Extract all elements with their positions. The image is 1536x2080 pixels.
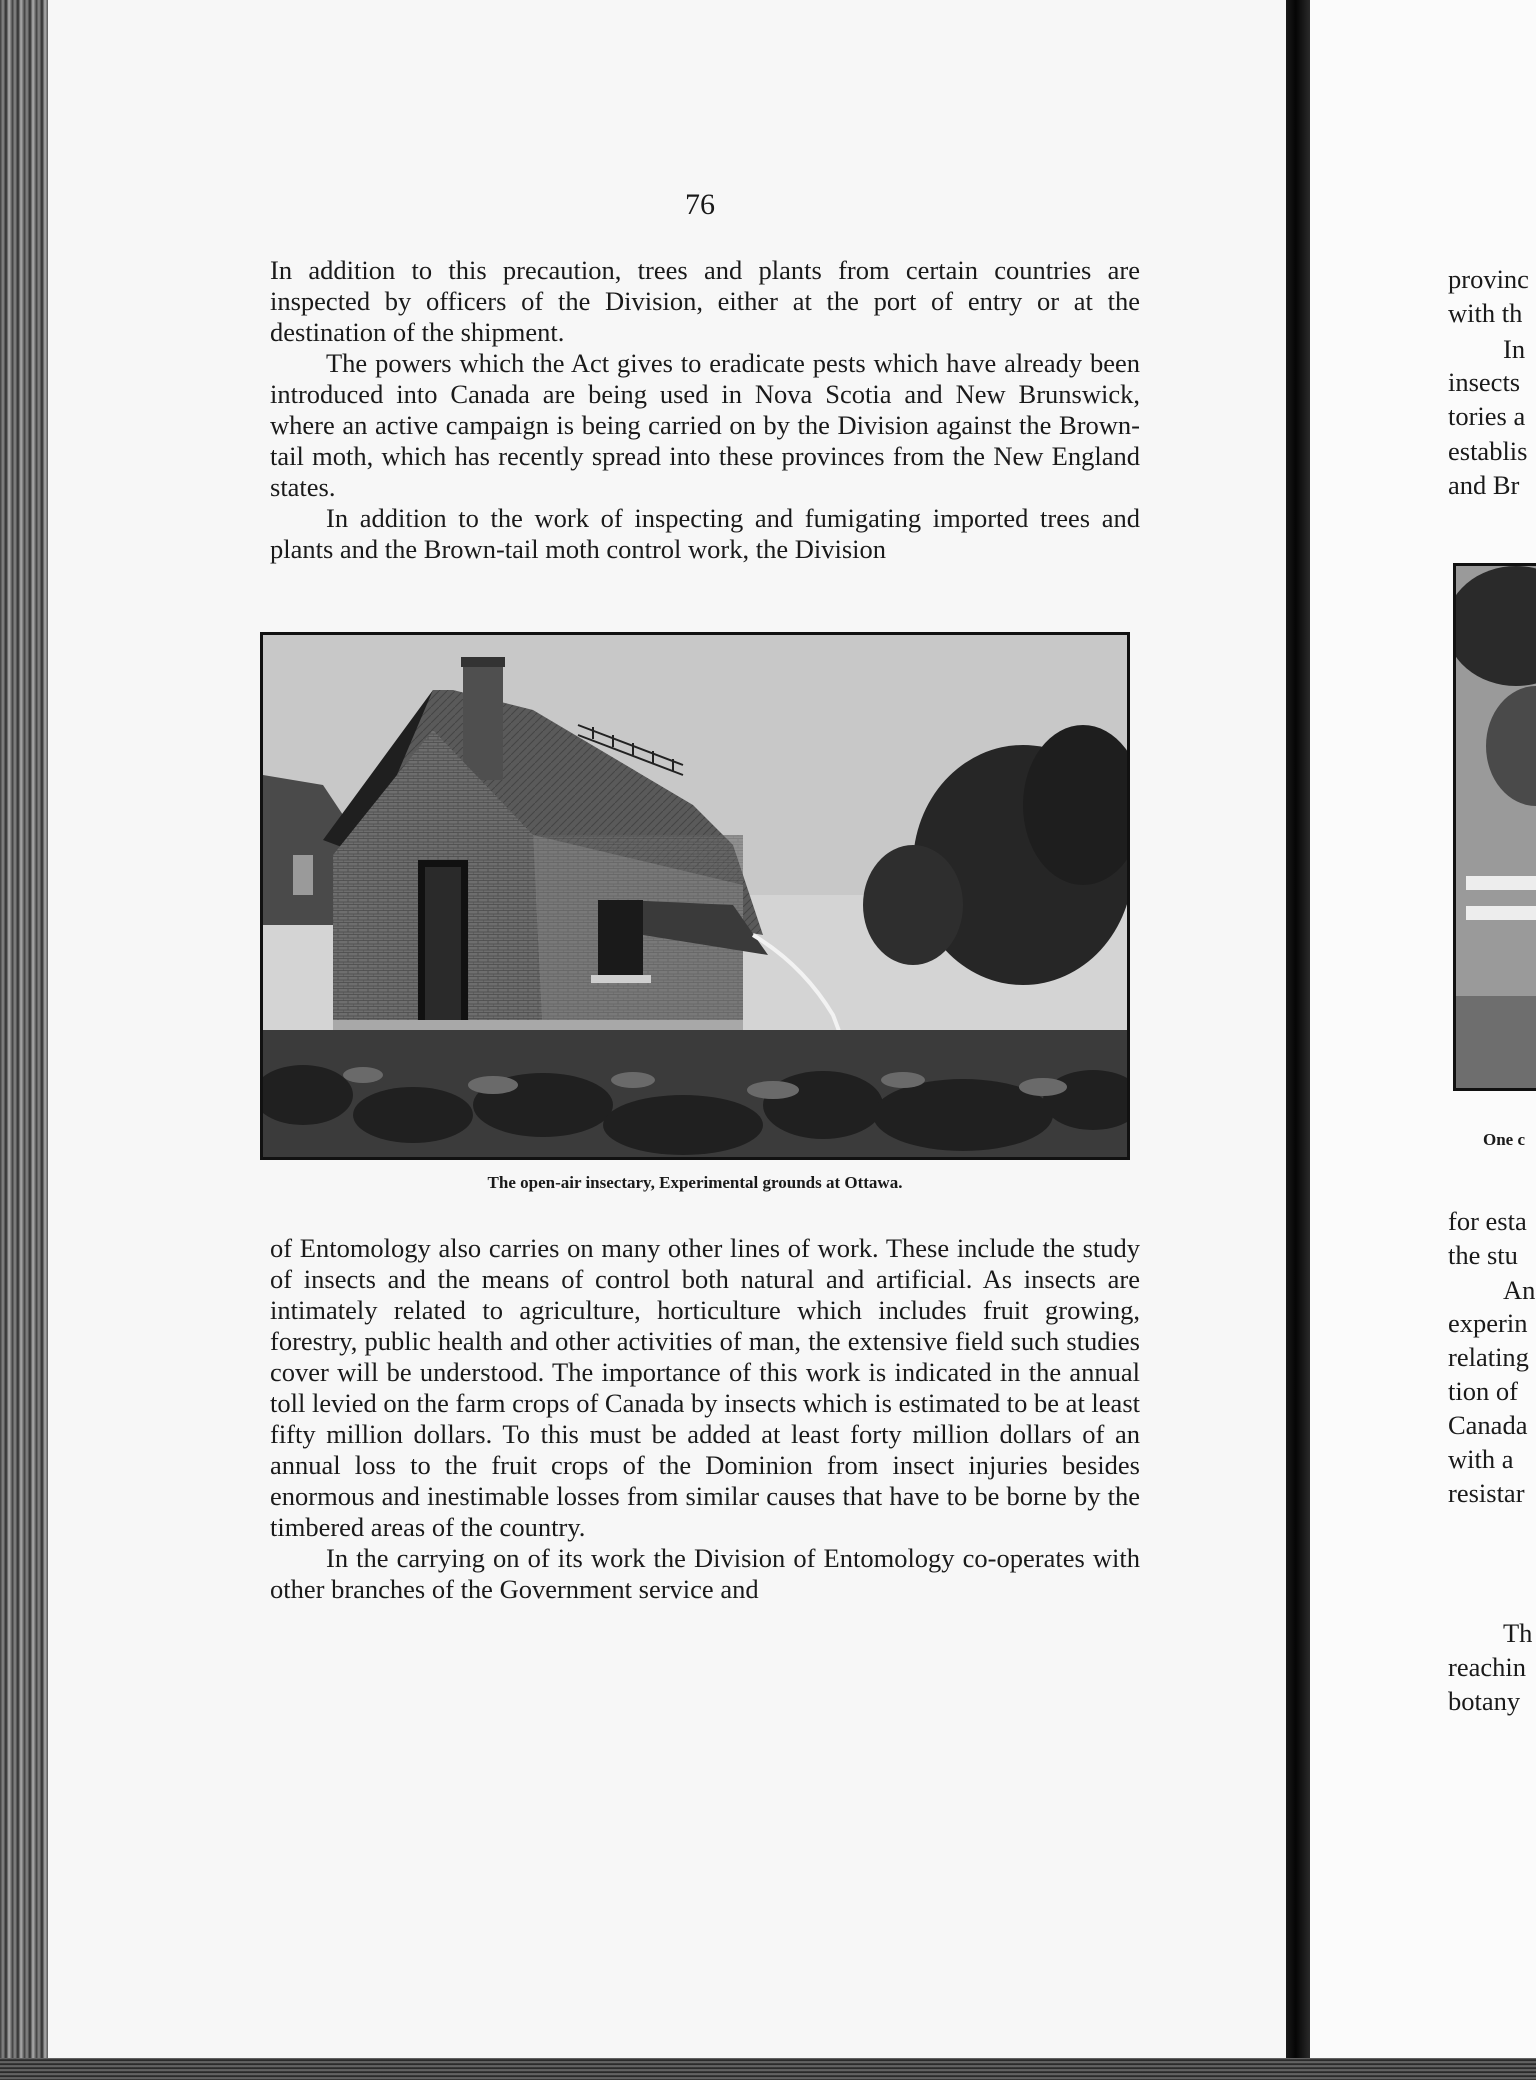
paragraph: of Entomology also carries on many other lines of work. These include the study of insects and the means of control both natural and artificial. As insects are intimately related to agriculture, horticulture which includes fruit growing, forestry, public health and other activities of man, the extensive field such studies cover will be understood. The importance of this work is indicated in the annual toll levied on the farm crops of Canada by insects which is estimated to be at least fifty million dollars. To this must be added at least forty million dollars of an annual loss to the fruit crops of the Dominion from insect injuries besides enormous and inestimable losses from similar causes that have to be borne by the timbered areas of the country. — [270, 1233, 1140, 1542]
right-page-line: tion of — [1448, 1376, 1518, 1406]
page-bottom-edge — [0, 2058, 1536, 2080]
right-page — [1310, 0, 1536, 2060]
right-page-line: with a — [1448, 1444, 1514, 1474]
bottom-text — [270, 1233, 1140, 1605]
right-page-line: reachin — [1448, 1652, 1526, 1682]
right-page-line: insects — [1448, 367, 1521, 397]
right-page-line: botany — [1448, 1686, 1521, 1716]
right-page-photo-drawing — [1456, 566, 1536, 1088]
right-page-line: experin — [1448, 1308, 1528, 1338]
right-page-caption: One c — [1483, 1130, 1526, 1149]
right-page-line: Canada — [1448, 1410, 1528, 1440]
right-page-line: establis — [1448, 436, 1528, 466]
right-page-line: An — [1503, 1275, 1536, 1305]
top-text — [270, 255, 1140, 565]
figure-caption: The open-air insectary, Experimental grounds at Ottawa. — [487, 1173, 903, 1192]
page-number: 76 — [685, 188, 715, 221]
right-page-line: provinc — [1448, 264, 1529, 294]
book-gutter — [1286, 0, 1310, 2080]
paragraph: The powers which the Act gives to eradicate pests which have already been introduced into Canada are being used in Nova Scotia and New Brunswick, where an active campaign is being carried on by the Division against the Brown-tail moth, which has recently spread into these provinces from the New England states. — [270, 348, 1140, 502]
right-page-line: resistar — [1448, 1478, 1525, 1508]
right-page-line: and Br — [1448, 470, 1520, 500]
insectary-photo-drawing — [263, 635, 1127, 1157]
book-spine-edge — [0, 0, 48, 2080]
right-page-line: for esta — [1448, 1206, 1527, 1236]
paragraph: In addition to this precaution, trees and plants from certain countries are inspected by officers of the Division, either at the port of entry or at the destination of the shipment. — [270, 255, 1140, 347]
paragraph: In the carrying on of its work the Division of Entomology co-operates with other branches of the Government service and — [270, 1543, 1140, 1604]
paragraph: In addition to the work of inspecting and fumigating imported trees and plants and the Brown-tail moth control work, the Division — [270, 503, 1140, 564]
right-page-photo — [1453, 563, 1536, 1091]
right-page-line: the stu — [1448, 1240, 1518, 1270]
insectary-photo — [260, 632, 1130, 1160]
right-page-line: relating — [1448, 1342, 1529, 1372]
right-page-line: tories a — [1448, 401, 1526, 431]
right-page-line: Th — [1503, 1618, 1533, 1648]
right-page-line: In — [1503, 334, 1526, 364]
right-page-line: with th — [1448, 298, 1523, 328]
